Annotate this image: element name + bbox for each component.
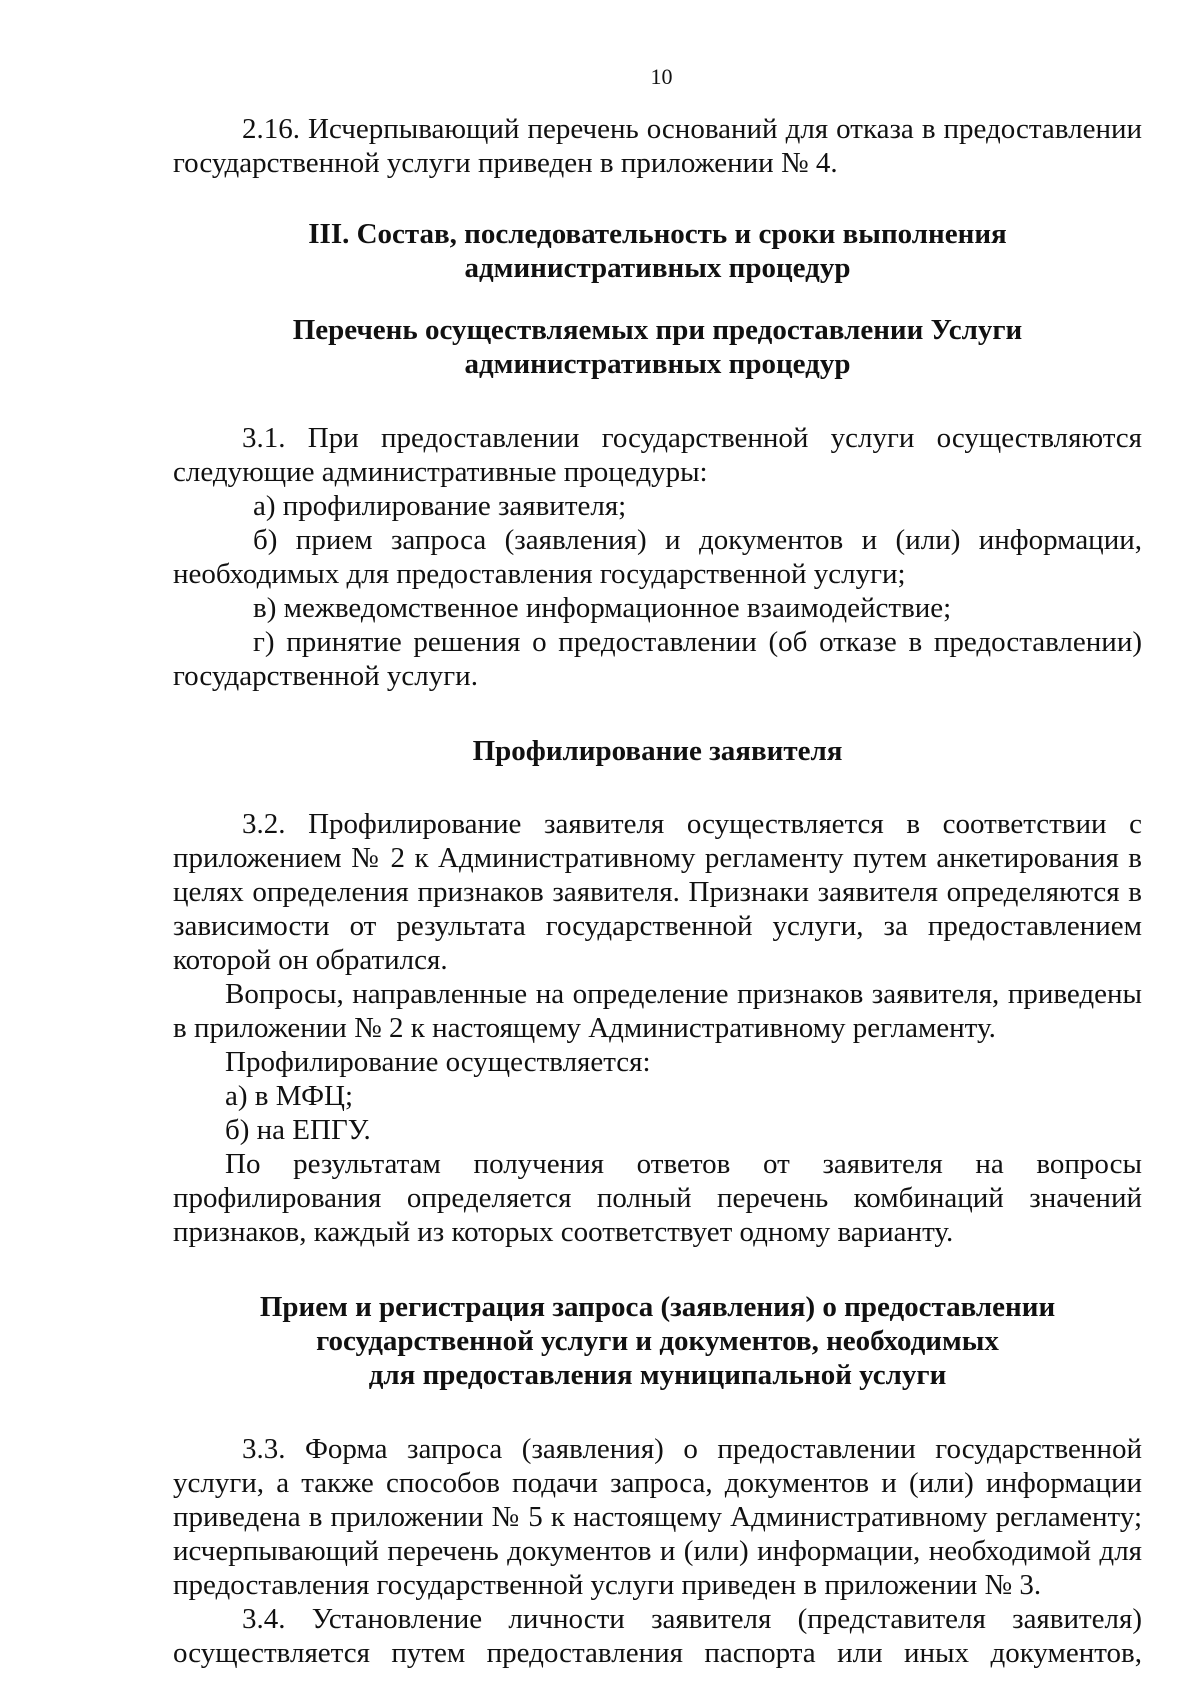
registration-heading-line-1: Прием и регистрация запроса (заявления) о предоставлении bbox=[259, 1291, 1056, 1323]
procedure-item-a: а) профилирование заявителя; bbox=[253, 490, 627, 522]
paragraph-results: По результатам получения ответов от заявителя на вопросы профилирования определяется полный перечень комбинаций значений признаков, каждый из которых соответствует одному варианту. bbox=[173, 1148, 1142, 1248]
paragraph-3-2: 3.2. Профилирование заявителя осуществляется в соответствии с приложением № 2 к Административному регламенту путем анкетирования в целях определения признаков заявителя. Признаки заявителя определяются в зависимости от результата государственной услуги, за предоставлением которой он обратился. bbox=[173, 808, 1142, 976]
registration-heading bbox=[173, 1290, 1142, 1392]
procedures-list-heading bbox=[173, 313, 1142, 381]
profiling-place-epgu: б) на ЕПГУ. bbox=[225, 1114, 371, 1146]
section-3-title-line-1: III. Состав, последовательность и сроки выполнения bbox=[308, 218, 1007, 250]
paragraph-questions: Вопросы, направленные на определение признаков заявителя, приведены в приложении № 2 к настоящему Административному регламенту. bbox=[173, 978, 1142, 1044]
procedure-item-v: в) межведомственное информационное взаимодействие; bbox=[253, 592, 952, 624]
registration-heading-line-2: государственной услуги и документов, необходимых bbox=[316, 1325, 999, 1357]
section-3-title-line-2: административных процедур bbox=[464, 252, 851, 284]
paragraph-3-3: 3.3. Форма запроса (заявления) о предоставлении государственной услуги, а также способов подачи запроса, документов и (или) информации приведена в приложении № 5 к настоящему Административному регламенту; исчерпывающий перечень документов и (или) информации, необходимой для предоставления государственной услуги приведен в приложении № 3. bbox=[173, 1433, 1142, 1601]
paragraph-3-1: 3.1. При предоставлении государственной услуги осуществляются следующие административные процедуры: bbox=[173, 422, 1142, 488]
profiling-heading: Профилирование заявителя bbox=[472, 735, 843, 767]
paragraph-profiling-done: Профилирование осуществляется: bbox=[225, 1046, 651, 1078]
procedures-list-heading-line-1: Перечень осуществляемых при предоставлении Услуги bbox=[292, 314, 1023, 346]
section-3-title bbox=[173, 217, 1142, 285]
profiling-place-mfc: а) в МФЦ; bbox=[225, 1080, 354, 1112]
procedure-item-g: г) принятие решения о предоставлении (об отказе в предоставлении) государственной услуги. bbox=[173, 626, 1142, 692]
procedures-list-heading-line-2: административных процедур bbox=[464, 348, 851, 380]
paragraph-3-4: 3.4. Установление личности заявителя (представителя заявителя) осуществляется путем предоставления паспорта или иных документов, bbox=[173, 1603, 1142, 1669]
page-number: 10 bbox=[650, 64, 673, 89]
procedure-item-b: б) прием запроса (заявления) и документов и (или) информации, необходимых для предоставления государственной услуги; bbox=[173, 524, 1142, 590]
paragraph-2-16: 2.16. Исчерпывающий перечень оснований для отказа в предоставлении государственной услуги приведен в приложении № 4. bbox=[173, 113, 1142, 179]
registration-heading-line-3: для предоставления муниципальной услуги bbox=[368, 1359, 947, 1391]
